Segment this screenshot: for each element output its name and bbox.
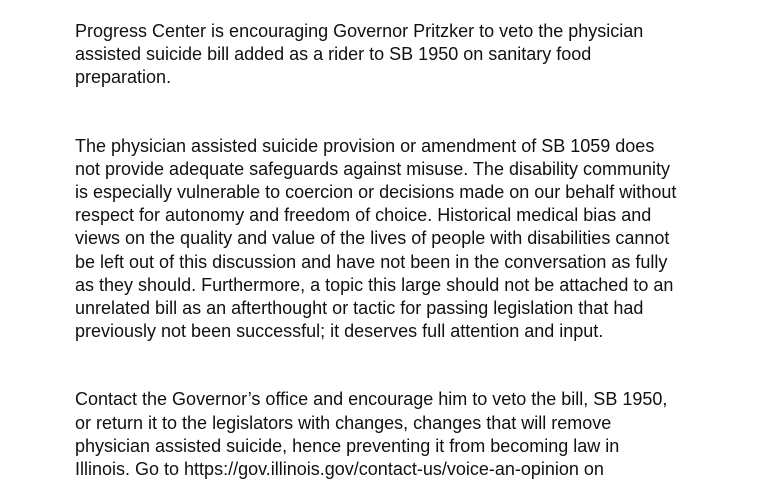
text-line: Progress Center is encouraging Governor Pritzker to veto the physician bbox=[75, 21, 644, 41]
paragraph-spacer bbox=[75, 343, 715, 388]
text-line: is especially vulnerable to coercion or decisions made on our behalf without bbox=[75, 182, 677, 203]
text-line: or return it to the legislators with changes, changes that will remove bbox=[75, 412, 612, 433]
text-line: Contact the Governor’s office and encourage him to veto the bill, SB 1950, bbox=[75, 389, 668, 410]
text-line: be left out of this discussion and have not been in the conversation as fully bbox=[75, 251, 668, 272]
text-line: previously not been successful; it deserves full attention and input. bbox=[75, 321, 604, 342]
text-line: physician assisted suicide, hence preventing it from becoming law in bbox=[75, 435, 620, 456]
text-line: not provide adequate safeguards against misuse. The disability community bbox=[75, 158, 671, 179]
document-body bbox=[75, 20, 715, 481]
text-line: Illinois. Go to https://gov.illinois.gov/contact-us/voice-an-opinion on bbox=[75, 459, 604, 480]
text-line: assisted suicide bill added as a rider to SB 1950 on sanitary food bbox=[75, 44, 592, 65]
text-line: as they should. Furthermore, a topic this large should not be attached to an bbox=[75, 274, 674, 295]
paragraph-call-to-action bbox=[75, 388, 715, 481]
text-line: unrelated bill as an afterthought or tactic for passing legislation that had bbox=[75, 298, 644, 319]
paragraph-safeguards bbox=[75, 135, 715, 344]
text-line: views on the quality and value of the lives of people with disabilities cannot bbox=[75, 228, 670, 249]
text-line: respect for autonomy and freedom of choice. Historical medical bias and bbox=[75, 205, 652, 226]
text-line: preparation. bbox=[75, 67, 172, 88]
paragraph-spacer bbox=[75, 90, 715, 135]
paragraph-veto-intro bbox=[75, 20, 715, 90]
text-line: The physician assisted suicide provision or amendment of SB 1059 does bbox=[75, 135, 655, 156]
